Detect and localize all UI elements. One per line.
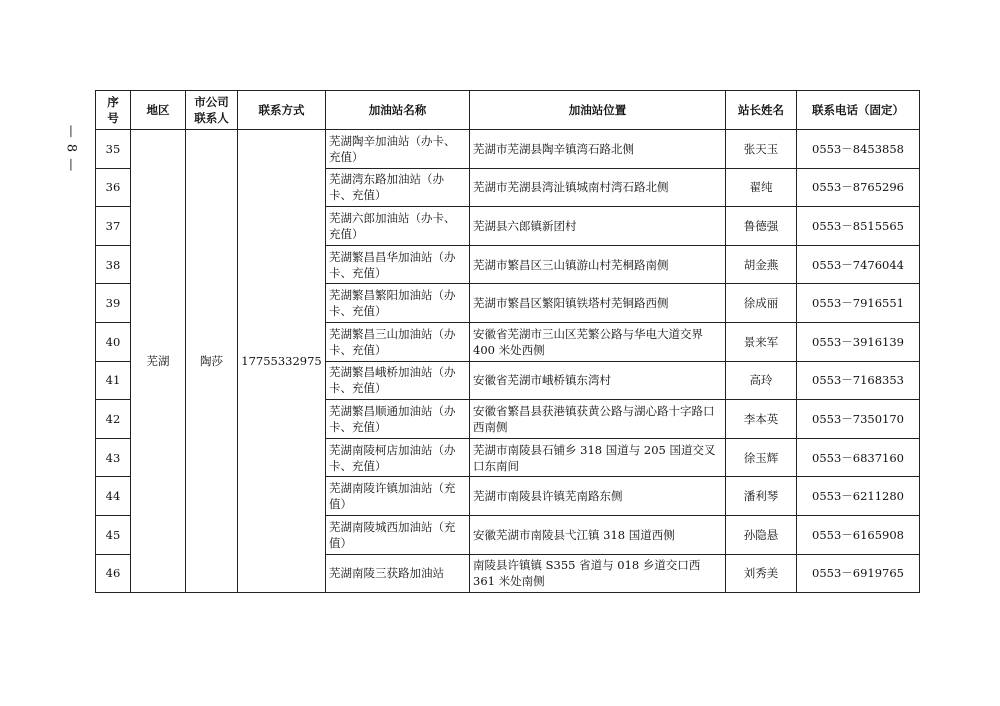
- row-station-name: 芜湖繁昌顺通加油站（办卡、充值）: [326, 400, 470, 439]
- page-number: [56, 118, 86, 178]
- table-header-row: [96, 91, 920, 130]
- header-station-location: 加油站位置: [470, 91, 726, 130]
- row-seq: 37: [96, 207, 131, 246]
- row-station-location: 芜湖市南陵县许镇芜南路东侧: [470, 477, 726, 516]
- row-seq: 39: [96, 284, 131, 323]
- row-phone: 0553－7350170: [797, 400, 920, 439]
- row-seq: 45: [96, 515, 131, 554]
- header-contact-person: 市公司 联系人: [186, 91, 238, 130]
- row-station-name: 芜湖南陵城西加油站（充值）: [326, 515, 470, 554]
- row-seq: 38: [96, 245, 131, 284]
- row-phone: 0553－8765296: [797, 168, 920, 207]
- row-station-location: 芜湖市繁昌区三山镇游山村芜桐路南侧: [470, 245, 726, 284]
- row-station-location: 安徽省繁昌县获港镇获黄公路与湖心路十字路口西南侧: [470, 400, 726, 439]
- row-station-name: 芜湖湾东路加油站（办卡、充值）: [326, 168, 470, 207]
- row-seq: 40: [96, 322, 131, 361]
- row-station-location: 南陵县许镇镇 S355 省道与 018 乡道交口西 361 米处南侧: [470, 554, 726, 593]
- row-station-location: 芜湖县六郎镇新团村: [470, 207, 726, 246]
- contact-phone-cell: 17755332975: [238, 130, 326, 593]
- page-number-text: — 8 —: [63, 124, 79, 172]
- row-seq: 43: [96, 438, 131, 477]
- header-phone: 联系电话（固定）: [797, 91, 920, 130]
- row-manager: 胡金燕: [726, 245, 797, 284]
- row-seq: 35: [96, 130, 131, 169]
- row-station-name: 芜湖陶辛加油站（办卡、充值）: [326, 130, 470, 169]
- row-station-name: 芜湖南陵三获路加油站: [326, 554, 470, 593]
- header-seq: 序 号: [96, 91, 131, 130]
- row-manager: 潘利琴: [726, 477, 797, 516]
- row-phone: 0553－7916551: [797, 284, 920, 323]
- header-station-name: 加油站名称: [326, 91, 470, 130]
- row-phone: 0553－8453858: [797, 130, 920, 169]
- row-manager: 景来军: [726, 322, 797, 361]
- row-phone: 0553－6919765: [797, 554, 920, 593]
- row-manager: 张天玉: [726, 130, 797, 169]
- row-manager: 刘秀美: [726, 554, 797, 593]
- row-seq: 42: [96, 400, 131, 439]
- row-seq: 46: [96, 554, 131, 593]
- row-station-location: 芜湖市南陵县石铺乡 318 国道与 205 国道交叉口东南间: [470, 438, 726, 477]
- row-station-location: 安徽省芜湖市三山区芜繁公路与华电大道交界 400 米处西侧: [470, 322, 726, 361]
- row-phone: 0553－8515565: [797, 207, 920, 246]
- row-station-name: 芜湖六郎加油站（办卡、充值）: [326, 207, 470, 246]
- row-station-location: 芜湖市繁昌区繁阳镇铁塔村芜铜路西侧: [470, 284, 726, 323]
- row-manager: 鲁德强: [726, 207, 797, 246]
- row-phone: 0553－7168353: [797, 361, 920, 400]
- row-phone: 0553－6165908: [797, 515, 920, 554]
- row-phone: 0553－3916139: [797, 322, 920, 361]
- region-cell: 芜湖: [131, 130, 186, 593]
- row-phone: 0553－6837160: [797, 438, 920, 477]
- row-station-location: 芜湖市芜湖县湾沚镇城南村湾石路北侧: [470, 168, 726, 207]
- row-manager: 李本英: [726, 400, 797, 439]
- row-station-location: 安徽芜湖市南陵县弋江镇 318 国道西侧: [470, 515, 726, 554]
- row-manager: 孙隐悬: [726, 515, 797, 554]
- row-phone: 0553－7476044: [797, 245, 920, 284]
- contact-person-cell: 陶莎: [186, 130, 238, 593]
- row-station-name: 芜湖繁昌繁阳加油站（办卡、充值）: [326, 284, 470, 323]
- row-station-name: 芜湖南陵许镇加油站（充值）: [326, 477, 470, 516]
- row-station-name: 芜湖繁昌三山加油站（办卡、充值）: [326, 322, 470, 361]
- row-station-location: 安徽省芜湖市峨桥镇东湾村: [470, 361, 726, 400]
- row-station-location: 芜湖市芜湖县陶辛镇湾石路北侧: [470, 130, 726, 169]
- row-station-name: 芜湖南陵柯店加油站（办卡、充值）: [326, 438, 470, 477]
- header-manager: 站长姓名: [726, 91, 797, 130]
- row-manager: 高玲: [726, 361, 797, 400]
- row-manager: 徐玉辉: [726, 438, 797, 477]
- table-row: [96, 130, 920, 169]
- row-seq: 44: [96, 477, 131, 516]
- row-seq: 36: [96, 168, 131, 207]
- header-contact-info: 联系方式: [238, 91, 326, 130]
- row-manager: 徐成丽: [726, 284, 797, 323]
- row-phone: 0553－6211280: [797, 477, 920, 516]
- row-manager: 翟纯: [726, 168, 797, 207]
- row-station-name: 芜湖繁昌峨桥加油站（办卡、充值）: [326, 361, 470, 400]
- row-seq: 41: [96, 361, 131, 400]
- header-region: 地区: [131, 91, 186, 130]
- gas-station-table: [95, 90, 920, 593]
- row-station-name: 芜湖繁昌昌华加油站（办卡、充值）: [326, 245, 470, 284]
